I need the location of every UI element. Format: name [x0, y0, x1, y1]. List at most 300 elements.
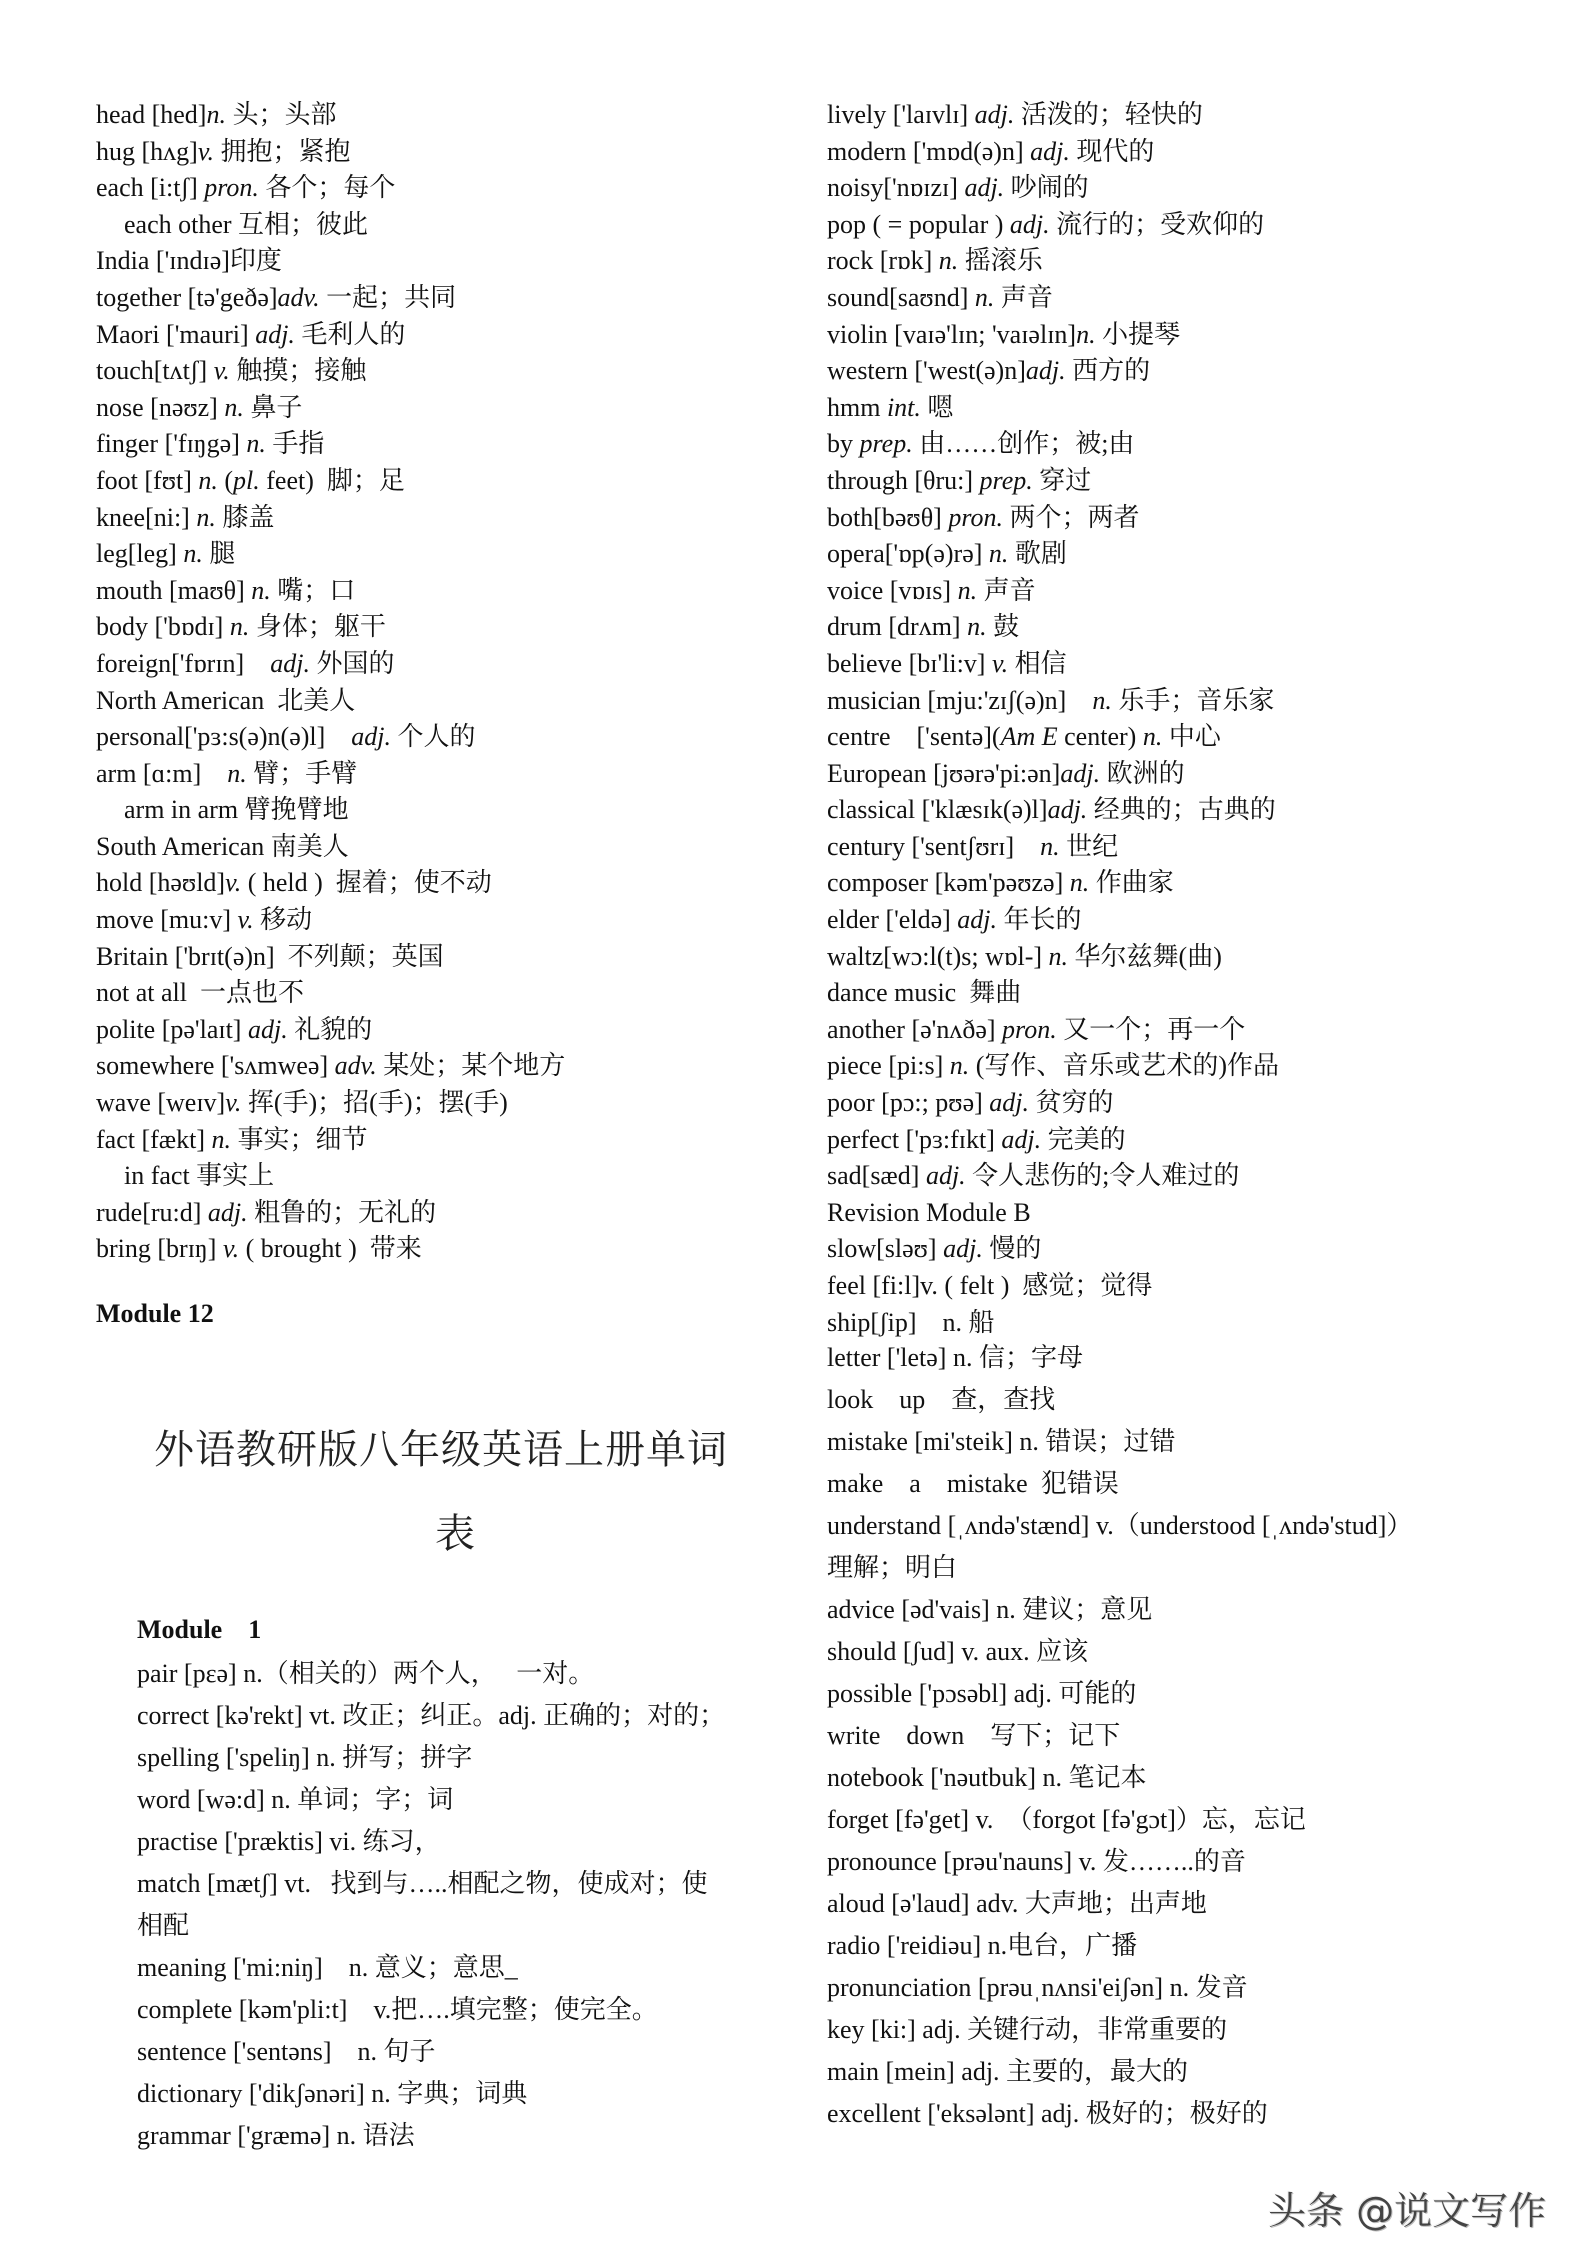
entry-text: dance music 舞曲 [827, 978, 1022, 1008]
vocab-entry [827, 1757, 1412, 1799]
entry-text: 外国的 [309, 648, 395, 678]
entry-text: 吵闹的 [1004, 173, 1089, 203]
entry-text: Britain ['brɪt(ə)n] 不列颠；英国 [96, 941, 444, 971]
part-of-speech: adj. [1009, 209, 1050, 239]
part-of-speech: prep. [979, 465, 1033, 495]
part-of-speech: n. [251, 575, 271, 605]
part-of-speech: v. [225, 1088, 242, 1118]
vocab-entry [96, 280, 565, 317]
vocab-entry [96, 353, 565, 390]
part-of-speech: adj. [247, 1014, 288, 1044]
vocab-entry [827, 1268, 1279, 1305]
entry-text: notebook ['nəutbuk] n. 笔记本 [827, 1763, 1147, 1792]
entry-text: slow[sləʊ] [827, 1234, 944, 1264]
part-of-speech: v. [222, 1234, 240, 1264]
entry-text: 摇滚乐 [958, 246, 1043, 276]
entry-text: 事实；细节 [231, 1124, 368, 1154]
part-of-speech: adj. [351, 722, 392, 752]
entry-text: each [i:tʃ] [96, 173, 205, 203]
vocab-entry [96, 573, 565, 610]
entry-text: violin [vaɪə'lɪn; 'vaɪəlɪn] [827, 319, 1077, 349]
vocab-entry [827, 134, 1279, 171]
vocab-entry [96, 609, 565, 646]
entry-text: practise ['præktis] vi. 练习， [137, 1827, 441, 1856]
entry-text: 鼻子 [243, 392, 303, 422]
entry-text: 乐手；音乐家 [1111, 685, 1275, 715]
part-of-speech: v. [237, 905, 254, 935]
vocab-entry [827, 390, 1279, 427]
part-of-speech: pl. [233, 465, 260, 495]
entry-text: 完美的 [1041, 1124, 1126, 1154]
vocab-entry [137, 2031, 725, 2073]
part-of-speech: pron. [1002, 1014, 1057, 1044]
entry-text: pop ( = popular ) [827, 209, 1010, 239]
vocab-entry [827, 1673, 1412, 1715]
entry-text: 又一个；再一个 [1056, 1014, 1246, 1044]
part-of-speech: n. [198, 465, 218, 495]
part-of-speech: n. [1092, 685, 1112, 715]
entry-text: musician [mju:'zɪʃ(ə)n] [827, 685, 1093, 715]
entry-text: arm [ɑ:m] [96, 758, 228, 788]
entry-text: feet) 脚；足 [259, 465, 405, 495]
right-vocab-list [827, 97, 1279, 1341]
entry-text: 各个；每个 [258, 173, 396, 203]
entry-text: possible ['pɔsəbl] adj. 可能的 [827, 1679, 1137, 1708]
entry-text: center) [1057, 722, 1143, 752]
entry-text: correct [kə'rekt] vt. 改正；纠正。adj. 正确的；对的； [137, 1701, 726, 1730]
vocab-entry [827, 1231, 1279, 1268]
entry-text: centre ['sentə]( [827, 722, 1001, 752]
entry-text: composer [kəm'pəʊzə] [827, 868, 1070, 898]
entry-text: not at all 一点也不 [96, 978, 304, 1008]
vocab-entry [827, 1589, 1412, 1631]
vocab-entry [827, 792, 1279, 829]
part-of-speech: adj. [964, 173, 1005, 203]
vocab-entry [96, 390, 565, 427]
vocab-entry [827, 2009, 1412, 2051]
module-1-heading [137, 1615, 261, 1645]
entry-text: lively ['laɪvlɪ] [827, 100, 975, 129]
entry-text: foreign['fɒrɪn] [96, 648, 271, 678]
entry-text: modern ['mɒd(ə)n] [827, 136, 1031, 166]
part-of-speech: n. [938, 246, 959, 276]
vocab-entry [827, 939, 1279, 976]
entry-text: Maori ['mauri] [96, 319, 256, 349]
part-of-speech: n. [246, 429, 266, 459]
entry-text: pronounce [prəu'nauns] v. 发……..的音 [827, 1847, 1246, 1876]
vocab-subentry [96, 792, 565, 829]
vocab-entry [96, 1012, 565, 1049]
module-1-label: Module 1 [137, 1615, 262, 1644]
document-title-line2: 表 [435, 1511, 476, 1556]
left-vocab-list [96, 97, 565, 1268]
entry-text: hold [həʊld] [96, 868, 226, 898]
entry-text: radio ['reidiəu] n.电台，广播 [827, 1931, 1138, 1960]
vocab-entry [827, 1547, 1412, 1589]
entry-text: elder ['eldə] [827, 905, 958, 935]
vocab-entry [827, 2093, 1412, 2135]
entry-text: mistake [mi'steik] n. 错误；过错 [827, 1427, 1176, 1456]
entry-text: by [827, 429, 860, 459]
entry-text: finger ['fɪŋgə] [96, 429, 247, 459]
vocab-entry [827, 1195, 1279, 1232]
vocab-entry [96, 170, 565, 207]
entry-text: 现代的 [1069, 136, 1155, 166]
entry-text: 腿 [202, 539, 236, 569]
vocab-entry [827, 865, 1279, 902]
entry-text: 嘴；口 [270, 575, 356, 605]
part-of-speech: pron. [948, 502, 1003, 532]
entry-text: move [mu:v] [96, 905, 238, 935]
entry-text: 挥(手)；招(手)；摆(手) [241, 1088, 508, 1118]
vocab-entry [96, 683, 565, 720]
entry-text: arm in arm 臂挽臂地 [124, 795, 349, 825]
entry-text: sentence ['sentəns] n. 句子 [137, 2037, 436, 2066]
part-of-speech: adj. [925, 1161, 966, 1191]
part-of-speech: prep. [859, 429, 913, 459]
entry-text: 个人的 [391, 722, 476, 752]
vocab-entry [827, 97, 1279, 134]
vocab-entry [96, 719, 565, 756]
entry-text: 作曲家 [1089, 868, 1174, 898]
entry-text: 头；头部 [225, 100, 337, 129]
vocab-entry [827, 536, 1279, 573]
entry-text: pair [pεə] n.（相关的）两个人， 一对。 [137, 1659, 595, 1688]
entry-text: 声音 [977, 575, 1036, 605]
entry-text: 流行的；受欢仰的 [1049, 209, 1265, 239]
entry-text: hmm [827, 392, 887, 422]
vocab-entry [96, 902, 565, 939]
vocab-entry [827, 719, 1279, 756]
part-of-speech: n. [211, 1124, 232, 1154]
entry-text: aloud [ə'laud] adv. 大声地；出声地 [827, 1889, 1207, 1918]
entry-text: 相配 [137, 1911, 190, 1940]
vocab-entry [137, 1737, 725, 1779]
part-of-speech: n. [206, 100, 226, 129]
entry-text: ship[ʃip] n. 船 [827, 1307, 995, 1337]
part-of-speech: n. [974, 282, 995, 312]
entry-text: rock [rɒk] [827, 246, 939, 276]
vocab-entry [96, 829, 565, 866]
module-1-vocab-list [137, 1653, 725, 2157]
vocab-entry [96, 426, 565, 463]
entry-text: dictionary ['dikʃənəri] n. 字典；词典 [137, 2079, 528, 2108]
vocab-entry [96, 1195, 565, 1232]
entry-text: 中心 [1162, 722, 1221, 752]
vocab-entry [137, 1947, 725, 1989]
watermark-logo: 头条 @说文写作 [1268, 2189, 1547, 2233]
part-of-speech: int. [886, 392, 921, 422]
entry-text: polite [pə'laɪt] [96, 1014, 248, 1044]
entry-text: leg[leg] [96, 539, 184, 569]
entry-text: forget [fə'get] v. （forgot [fə'gɔt]）忘，忘记 [827, 1805, 1306, 1834]
entry-text: piece [pi:s] [827, 1051, 950, 1081]
vocab-entry [137, 1821, 725, 1863]
vocab-subentry [96, 207, 565, 244]
vocab-entry [137, 1653, 725, 1695]
entry-text: key [ki:] adj. 关键行动，非常重要的 [827, 2015, 1228, 2044]
entry-text: main [mein] adj. 主要的，最大的 [827, 2057, 1189, 2086]
entry-text: 活泼的；轻快的 [1014, 100, 1203, 129]
entry-text: classical ['klæsɪk(ə)l] [827, 795, 1048, 825]
part-of-speech: n. [224, 392, 244, 422]
entry-text: 经典的；古典的 [1087, 795, 1276, 825]
vocab-entry [827, 1505, 1412, 1547]
entry-text: fact [fækt] [96, 1124, 212, 1154]
vocab-entry [137, 2073, 725, 2115]
vocab-entry [96, 975, 565, 1012]
entry-text: century ['sentʃʊrɪ] [827, 831, 1041, 861]
vocab-entry [96, 646, 565, 683]
module-12-heading: Module 12 [96, 1299, 214, 1328]
vocab-entry [827, 1631, 1412, 1673]
vocab-entry [96, 865, 565, 902]
part-of-speech: n. [183, 539, 203, 569]
vocab-entry [827, 243, 1279, 280]
entry-text: word [wə:d] n. 单词；字；词 [137, 1785, 454, 1814]
entry-text: another [ə'nʌðə] [827, 1014, 1003, 1044]
entry-text: mouth [maʊθ] [96, 575, 252, 605]
vocab-entry [827, 1799, 1412, 1841]
entry-text: advice [əd'vais] n. 建议；意见 [827, 1595, 1153, 1624]
part-of-speech: n. [967, 612, 987, 642]
entry-text: 臂；手臂 [246, 758, 358, 788]
entry-text: drum [drʌm] [827, 612, 968, 642]
part-of-speech: adj. [957, 905, 998, 935]
vocab-entry [827, 573, 1279, 610]
entry-text: Revision Module B [827, 1197, 1031, 1227]
vocab-entry [827, 756, 1279, 793]
part-of-speech: adj. [974, 100, 1015, 129]
vocab-entry [827, 170, 1279, 207]
vocab-entry [827, 1925, 1412, 1967]
vocab-entry [827, 207, 1279, 244]
entry-text: personal['pɜ:s(ə)n(ə)l] [96, 722, 352, 752]
vocab-entry [827, 902, 1279, 939]
vocab-entry [827, 463, 1279, 500]
entry-text: complete [kəm'pli:t] v.把….填完整；使完全。 [137, 1995, 658, 2024]
vocab-entry [827, 1421, 1412, 1463]
entry-text: excellent ['eksələnt] adj. 极好的；极好的 [827, 2099, 1268, 2128]
entry-text: hug [hʌg] [96, 136, 198, 166]
entry-text: 华尔兹舞(曲) [1068, 941, 1222, 971]
entry-text: ( [217, 465, 234, 495]
entry-text: should [ʃud] v. aux. 应该 [827, 1637, 1089, 1666]
vocab-entry [827, 609, 1279, 646]
entry-text: make a mistake 犯错误 [827, 1469, 1119, 1498]
vocab-entry [96, 1048, 565, 1085]
part-of-speech: n. [949, 1051, 970, 1081]
entry-text: knee[ni:] [96, 502, 197, 532]
entry-text: 两个；两者 [1002, 502, 1140, 532]
part-of-speech: adv. [334, 1051, 377, 1081]
entry-text: 膝盖 [215, 502, 275, 532]
entry-text: both[bəʊθ] [827, 502, 949, 532]
entry-text: bring [brɪŋ] [96, 1234, 223, 1264]
entry-text: 令人悲伤的;令人难过的 [965, 1161, 1240, 1191]
entry-text: rude[ru:d] [96, 1197, 208, 1227]
entry-text: body ['bɒdɪ] [96, 612, 230, 642]
vocab-entry [137, 1989, 725, 2031]
entry-text: (写作、音乐或艺术的)作品 [969, 1051, 1280, 1081]
part-of-speech: adv. [277, 282, 320, 312]
entry-text: feel [fi:l]v. ( felt ) 感觉；觉得 [827, 1271, 1153, 1300]
part-of-speech: adj. [207, 1197, 248, 1227]
entry-text: grammar ['græmə] n. 语法 [137, 2121, 415, 2150]
part-of-speech: n. [957, 575, 978, 605]
vocab-entry [827, 1085, 1279, 1122]
vocab-entry [96, 243, 565, 280]
entry-text: touch[tʌtʃ] [96, 356, 214, 386]
entry-text: match [mætʃ] vt. 找到与…..相配之物，使成对；使 [137, 1869, 708, 1898]
entry-text: meaning ['mi:niŋ] n. 意义；意思_ [137, 1953, 518, 1982]
entry-text: opera['ɒp(ə)rə] [827, 539, 989, 569]
vocab-entry [827, 500, 1279, 537]
vocab-entry [827, 317, 1279, 354]
entry-text: 鼓 [986, 612, 1020, 642]
vocab-entry [827, 1715, 1412, 1757]
vocab-entry [96, 1231, 565, 1268]
entry-text: 拥抱；紧抱 [213, 136, 351, 166]
entry-text: foot [fʊt] [96, 465, 199, 495]
entry-text: sound[saʊnd] [827, 282, 975, 312]
entry-text: pronunciation [prəuˌnʌnsi'eiʃən] n. 发音 [827, 1973, 1248, 2002]
part-of-speech: adj. [1001, 1124, 1042, 1154]
entry-text: 毛利人的 [294, 319, 406, 349]
vocab-entry [827, 829, 1279, 866]
entry-text: 声音 [994, 282, 1053, 312]
vocab-entry [827, 1158, 1279, 1195]
vocab-entry [827, 1967, 1412, 2009]
vocab-entry [827, 1337, 1412, 1379]
part-of-speech: n. [1076, 319, 1096, 349]
vocab-entry [827, 1379, 1412, 1421]
vocab-entry [96, 317, 565, 354]
entry-text: European [jʊərə'pi:ən] [827, 758, 1061, 788]
entry-text: waltz[wɔ:l(t)s; wɒl-] [827, 941, 1049, 971]
vocab-entry [827, 426, 1279, 463]
entry-text: somewhere ['sʌmweə] [96, 1051, 335, 1081]
vocab-entry [827, 1012, 1279, 1049]
vocab-entry [827, 1883, 1412, 1925]
vocab-entry [827, 1122, 1279, 1159]
entry-text: look up 查，查找 [827, 1385, 1056, 1414]
entry-text: 移动 [253, 905, 313, 935]
entry-text: write down 写下；记下 [827, 1721, 1121, 1750]
entry-text: nose [nəʊz] [96, 392, 225, 422]
entry-text: voice [vɒɪs] [827, 575, 958, 605]
vocab-entry [137, 1779, 725, 1821]
vocab-entry [96, 1085, 565, 1122]
entry-text: 某处；某个地方 [376, 1051, 566, 1081]
entry-text: sad[sæd] [827, 1161, 926, 1191]
entry-text: head [hed] [96, 100, 207, 129]
part-of-speech: n. [1142, 722, 1163, 752]
entry-text: 歌剧 [1008, 539, 1067, 569]
vocab-entry [827, 975, 1279, 1012]
vocab-entry [137, 2115, 725, 2157]
vocab-subentry [96, 1158, 565, 1195]
entry-text: understand [ˌʌndə'stænd] v.（understood [ˌʌndə'stud]） [827, 1511, 1413, 1540]
vocab-entry [827, 1841, 1412, 1883]
vocab-entry [96, 756, 565, 793]
entry-text: wave [weɪv] [96, 1088, 226, 1118]
part-of-speech: n. [229, 612, 250, 642]
document-title-line1: 外语教研版八年级英语上册单词 [154, 1427, 728, 1472]
vocab-entry [827, 1048, 1279, 1085]
part-of-speech: v. [991, 648, 1009, 678]
part-of-speech: adj. [1030, 136, 1070, 166]
entry-text: through [θru:] [827, 465, 980, 495]
part-of-speech: n. [1040, 831, 1060, 861]
part-of-speech: v. [197, 136, 214, 166]
entry-text: letter ['letə] n. 信；字母 [827, 1343, 1083, 1372]
entry-text: each other 互相；彼此 [124, 209, 369, 239]
entry-text: noisy['nɒɪzɪ] [827, 173, 965, 203]
part-of-speech: n. [1048, 941, 1069, 971]
entry-text: 西方的 [1065, 356, 1151, 386]
entry-text: in fact 事实上 [124, 1161, 275, 1191]
part-of-speech: adj. [1060, 758, 1101, 788]
vocab-entry [96, 500, 565, 537]
part-of-speech: adj. [943, 1234, 983, 1264]
entry-text: 礼貌的 [287, 1014, 373, 1044]
vocab-entry [96, 97, 565, 134]
part-of-speech: n. [988, 539, 1009, 569]
entry-text: 年长的 [997, 905, 1082, 935]
vocab-entry [137, 1863, 725, 1905]
entry-text: together [tə'geðə] [96, 282, 278, 312]
part-of-speech: v. [225, 868, 242, 898]
right-vocab-list-2 [827, 1337, 1412, 2135]
vocab-entry [827, 683, 1279, 720]
entry-text: 一起；共同 [319, 282, 457, 312]
entry-text: ( brought ) 带来 [239, 1234, 422, 1264]
vocab-entry [96, 1122, 565, 1159]
entry-text: spelling ['speliŋ] n. 拼写；拼字 [137, 1743, 473, 1772]
vocab-entry [137, 1905, 725, 1947]
entry-text: 触摸；接触 [229, 356, 367, 386]
part-of-speech: v. [213, 356, 230, 386]
entry-text: 粗鲁的；无礼的 [247, 1197, 437, 1227]
entry-text: South American 南美人 [96, 831, 349, 861]
entry-text: 穿过 [1032, 465, 1092, 495]
vocab-entry [827, 646, 1279, 683]
vocab-entry [96, 536, 565, 573]
entry-text: 由……创作；被;由 [912, 429, 1135, 459]
entry-text: India ['ɪndɪə]印度 [96, 246, 282, 276]
entry-text: 手指 [265, 429, 325, 459]
entry-text: North American 北美人 [96, 685, 356, 715]
part-of-speech: n. [227, 758, 247, 788]
entry-text: 小提琴 [1095, 319, 1181, 349]
part-of-speech: adj. [270, 648, 310, 678]
part-of-speech: Am E [1000, 722, 1058, 752]
entry-text: 贫穷的 [1029, 1088, 1114, 1118]
vocab-entry [827, 1463, 1412, 1505]
vocab-entry [96, 939, 565, 976]
vocab-entry [827, 2051, 1412, 2093]
entry-text: 理解；明白 [827, 1553, 958, 1582]
vocab-entry [827, 353, 1279, 390]
vocab-entry [96, 134, 565, 171]
vocab-entry [96, 463, 565, 500]
part-of-speech: pron. [204, 173, 259, 203]
entry-text: 嗯 [920, 392, 954, 422]
entry-text: believe [bɪ'li:v] [827, 648, 992, 678]
entry-text: 慢的 [982, 1234, 1042, 1264]
part-of-speech: adj. [255, 319, 295, 349]
